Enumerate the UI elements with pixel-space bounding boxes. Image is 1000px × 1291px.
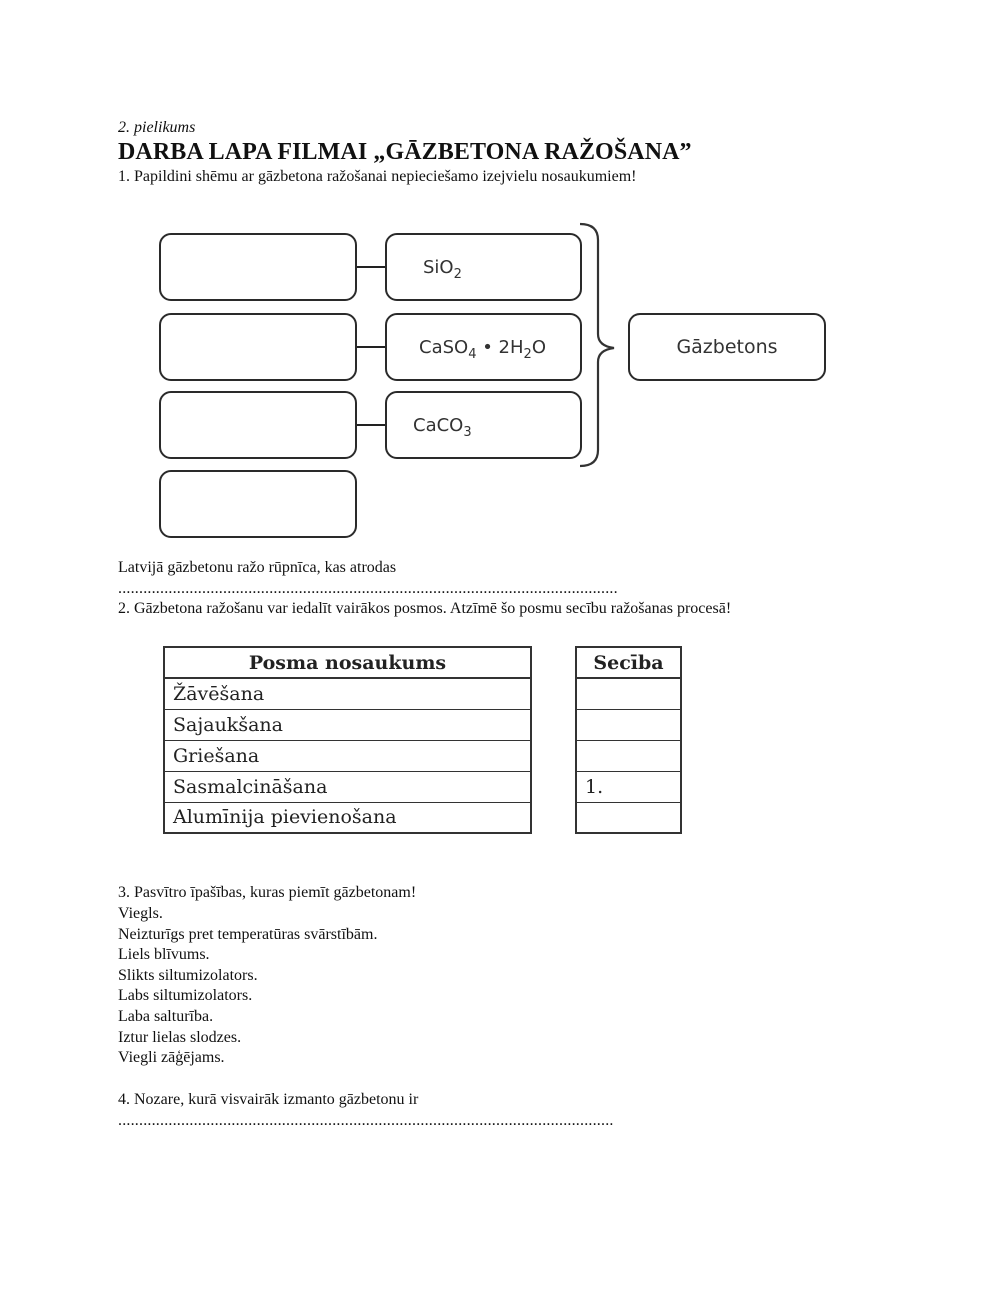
blank-box-2[interactable]: [159, 313, 357, 381]
table-header-row: [164, 647, 531, 678]
stage-name-cell: Žāvēšana: [164, 678, 531, 709]
result-box-gazbetons: [628, 313, 826, 381]
compound-box-sio2: [385, 233, 582, 301]
table-row: [164, 802, 531, 833]
order-input-cell[interactable]: [576, 802, 681, 833]
property-option[interactable]: Neizturīgs pret temperatūras svārstībām.: [118, 925, 378, 943]
connector-line-2: [357, 346, 386, 348]
table-row: [164, 678, 531, 709]
page-title: DARBA LAPA FILMAI „GĀZBETONA RAŽOŠANA”: [118, 139, 692, 165]
col-order-header: Secība: [576, 647, 681, 678]
blank-box-3[interactable]: [159, 391, 357, 459]
table-row: [164, 771, 531, 802]
compound-label-caco3: CaCO$_3$: [413, 414, 472, 440]
stage-name-cell: Alumīnija pievienošana: [164, 802, 531, 833]
stage-name-cell: Griešana: [164, 740, 531, 771]
appendix-label: 2. pielikums: [118, 119, 196, 136]
compound-box-caso4: [385, 313, 582, 381]
property-option[interactable]: Iztur lielas slodzes.: [118, 1028, 242, 1046]
property-option[interactable]: Viegls.: [118, 905, 163, 922]
property-option[interactable]: Labs siltumizolators.: [118, 987, 253, 1005]
table-row: [164, 709, 531, 740]
blank-box-1[interactable]: [159, 233, 357, 301]
stage-names-table: [163, 646, 532, 834]
stage-order-table: [575, 646, 682, 834]
col-stage-header: Posma nosaukums: [164, 647, 531, 678]
curly-brace-icon: [578, 222, 628, 470]
order-input-cell[interactable]: [576, 678, 681, 709]
stage-name-cell: Sasmalcināšana: [164, 771, 531, 802]
question-2-text: 2. Gāzbetona ražošanu var iedalīt vairākos posmos. Atzīmē šo posmu secību ražošanas procesā!: [118, 600, 732, 617]
table-header-row: [576, 647, 681, 678]
factory-location-prompt: Latvijā gāzbetonu ražo rūpnīca, kas atrodas: [118, 559, 397, 576]
table-row: [576, 771, 681, 802]
industry-answer-line[interactable]: ......................................................................................................................: [118, 1112, 614, 1129]
table-row: [576, 740, 681, 771]
compound-label-caso4: CaSO$_4$ • $2H_2O$: [419, 336, 546, 362]
question-1-text: 1. Papildini shēmu ar gāzbetona ražošanai nepieciešamo izejvielu nosaukumiem!: [118, 168, 637, 185]
property-list: [118, 904, 377, 1069]
factory-answer-line[interactable]: .......................................................................................................................: [118, 580, 618, 597]
table-row: [576, 802, 681, 833]
question-4-text: 4. Nozare, kurā visvairāk izmanto gāzbetonu ir: [118, 1091, 419, 1108]
property-option[interactable]: Liels blīvums.: [118, 946, 210, 964]
table-row: [576, 709, 681, 740]
property-option[interactable]: Slikts siltumizolators.: [118, 966, 258, 984]
property-option[interactable]: Laba salturība.: [118, 1007, 214, 1025]
connector-line-1: [357, 266, 386, 268]
order-input-cell[interactable]: [576, 709, 681, 740]
table-row: [576, 678, 681, 709]
question-3-text: 3. Pasvītro īpašības, kuras piemīt gāzbetonam!: [118, 884, 417, 901]
order-input-cell[interactable]: [576, 740, 681, 771]
connector-line-3: [357, 424, 386, 426]
table-row: [164, 740, 531, 771]
order-input-cell[interactable]: 1.: [576, 771, 681, 802]
compound-box-caco3: [385, 391, 582, 459]
stage-name-cell: Sajaukšana: [164, 709, 531, 740]
compound-label-sio2: SiO$_2$: [423, 256, 462, 282]
blank-box-4[interactable]: [159, 470, 357, 538]
property-option[interactable]: Viegli zāģējams.: [118, 1049, 225, 1067]
result-label: Gāzbetons: [676, 336, 778, 358]
